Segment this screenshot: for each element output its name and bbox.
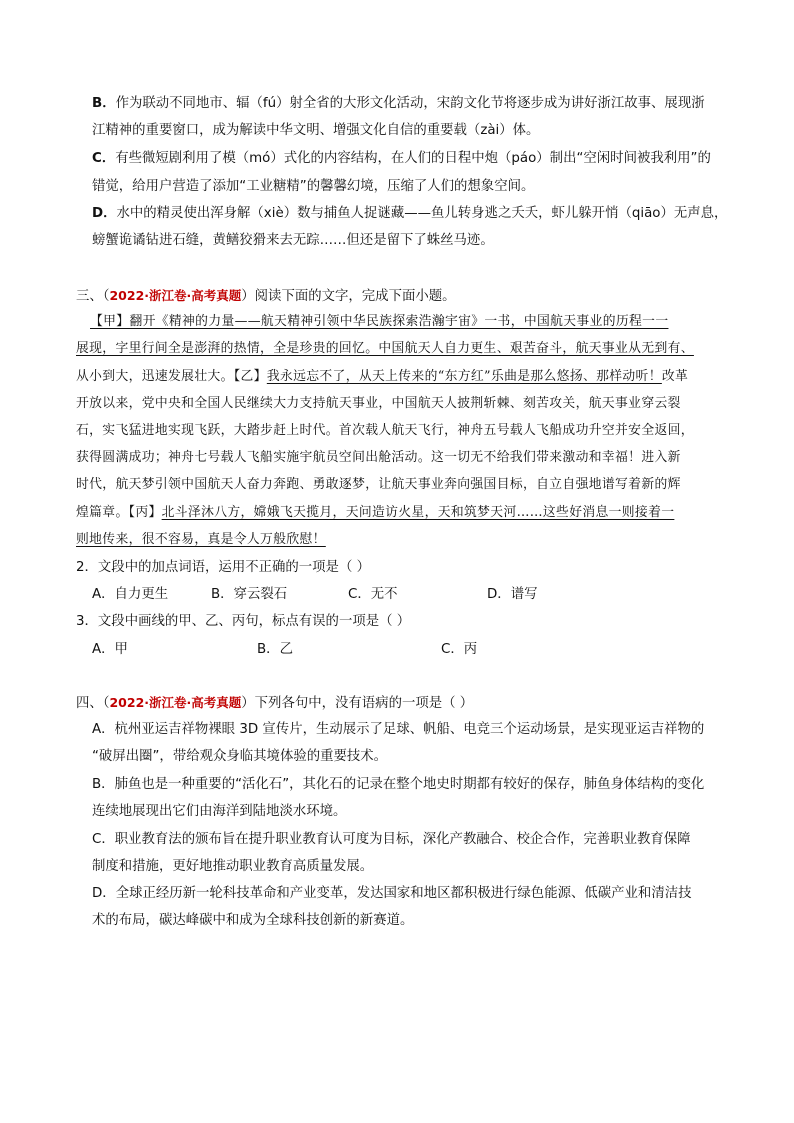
q3-option-c: C．丙 — [441, 642, 478, 657]
section-4-heading — [76, 693, 473, 714]
heading-prefix: 三、（ — [76, 289, 110, 304]
q4-option-c-line-2: 制度和措施，更好地推动职业教育高质量发展。 — [92, 859, 374, 874]
q2-option-c: C．无不 — [348, 587, 398, 602]
passage-line — [76, 530, 698, 550]
option-letter: C． — [92, 151, 116, 166]
option-b-line-2: 江精神的重要窗口，成为解读中华文明、增强文化自信的重要载（zài）体。 — [92, 123, 540, 138]
q4-option-b-line-2: 连续地展现出它们由海洋到陆地淡水环境。 — [92, 804, 347, 819]
section-3-heading — [76, 286, 456, 307]
passage-line — [76, 367, 698, 387]
option-text: 作为联动不同地市、辐（fú）射全省的大形文化活动，宋韵文化节将逐步成为讲好浙江故事、展现浙 — [115, 96, 705, 111]
q4-option-b-line-1: B．肺鱼也是一种重要的“活化石”，其化石的记录在整个地史时期都有较好的保存，肺鱼身体结构的变化 — [92, 777, 705, 792]
passage-line — [90, 312, 712, 332]
q4-option-c-line-1: C．职业教育法的颁布旨在提升职业教育认可度为目标，深化产教融合、校企合作，完善职业教育保障 — [92, 832, 691, 847]
question-3: 3．文段中画线的甲、乙、丙句，标点有误的一项是（ ） — [76, 614, 411, 629]
passage-text: 煌篇章。【丙】 — [76, 505, 162, 520]
passage-line — [76, 339, 698, 359]
q4-option-d-line-1: D．全球正经历新一轮科技革命和产业变革，发达国家和地区都积极进行绿色能源、低碳产业和清洁技 — [92, 886, 692, 901]
option-letter: D． — [92, 206, 117, 221]
question-2: 2．文段中的加点词语，运用不正确的一项是（ ） — [76, 560, 370, 575]
option-d-line-2: 螃蟹诡谲钻进石缝，黄鳝狡猾来去无踪……但还是留下了蛛丝马迹。 — [92, 233, 494, 248]
passage-line: 时代，航天梦引领中国航天人奋力奔跑、勇敢逐梦，让航天事业奔向强国目标，自立自强地谱写着新的辉 — [76, 477, 681, 492]
passage-line: 获得圆满成功；神舟七号载人飞船实施宇航员空间出舱活动。这一切无不给我们带来激动和幸福！进入新 — [76, 450, 681, 465]
source-tag: 2022·浙江卷·高考真题 — [109, 695, 242, 710]
passage-text: 从小到大，迅速发展壮大。【乙】 — [76, 369, 267, 384]
option-c-line-1 — [92, 149, 711, 169]
passage-text: 展现，字里行间全是澎湃的热情，全是珍贵的回忆。中国航天人自力更生、艰苦奋斗，航天事业从无到有、 — [76, 341, 694, 356]
passage-line: 石，实飞猛进地实现飞跃，大踏步赶上时代。首次载人航天飞行，神舟五号载人飞船成功升空并安全返回， — [76, 423, 694, 438]
option-letter: B． — [92, 96, 116, 111]
q2-option-d: D．谱写 — [487, 587, 538, 602]
heading-suffix: ）下列各句中，没有语病的一项是（ ） — [241, 696, 474, 711]
q3-option-b: B．乙 — [257, 642, 293, 657]
q2-option-b: B．穿云裂石 — [211, 587, 288, 602]
q3-option-a: A．甲 — [92, 642, 128, 657]
underlined-sentence: 我永远忘不了，从天上传来的“东方红”乐曲是那么悠扬、那样动听！ — [266, 369, 662, 384]
passage-text: 改革 — [661, 369, 689, 384]
passage-text: 【甲】翻开《精神的力量——航天精神引领中华民族探索浩瀚宇宙》一书，中国航天事业的历程一一 — [90, 314, 669, 329]
heading-suffix: ）阅读下面的文字，完成下面小题。 — [241, 289, 456, 304]
underlined-sentence: 则地传来，很不容易，真是令人万般欣慰！ — [76, 532, 326, 547]
q2-option-a: A．自力更生 — [92, 587, 169, 602]
q4-option-d-line-2: 术的布局，碳达峰碳中和成为全球科技创新的新赛道。 — [92, 913, 414, 928]
q4-option-a-line-1: A．杭州亚运吉祥物裸眼 3D 宣传片，生动展示了足球、帆船、电竞三个运动场景，是实现亚运吉祥物的 — [92, 722, 705, 737]
source-tag: 2022·浙江卷·高考真题 — [109, 288, 242, 303]
option-text: 有些微短剧利用了模（mó）式化的内容结构，在人们的日程中炮（páo）制出“空闲时间被我利用”的 — [115, 151, 711, 166]
option-d-line-1 — [92, 204, 727, 224]
option-c-line-2: 错觉，给用户营造了添加“工业糖精”的馨馨幻境，压缩了人们的想象空间。 — [92, 179, 535, 194]
option-b-line-1 — [92, 94, 705, 114]
heading-prefix: 四、（ — [76, 696, 110, 711]
q4-option-a-line-2: “破屏出圈”，带给观众身临其境体验的重要技术。 — [92, 749, 388, 764]
passage-line: 开放以来，党中央和全国人民继续大力支持航天事业，中国航天人披荆斩棘、刻苦攻关，航天事业穿云裂 — [76, 396, 681, 411]
option-text: 水中的精灵使出浑身解（xiè）数与捕鱼人捉谜藏——鱼儿转身逃之夭夭，虾儿躲开悄（qiāo）无声息， — [116, 206, 728, 221]
passage-line — [76, 503, 698, 523]
underlined-sentence: 北斗泽沐八方，嫦娥飞天揽月，天问造访火星，天和筑梦天河……这些好消息一则接着一 — [161, 505, 675, 520]
